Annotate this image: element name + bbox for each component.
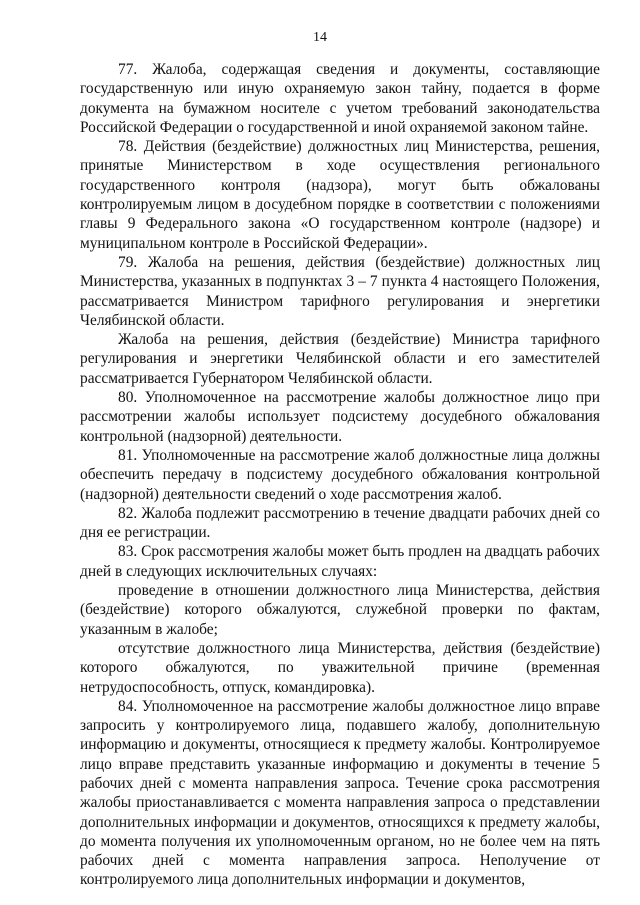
document-body [80,60,600,890]
paragraph-84: 84. Уполномоченное на рассмотрение жалобы должностное лицо вправе запросить у контролируемого лица, подавшего жалобу, дополнительную информацию и документы, относящиеся к предмету жалобы. Контролируемое лицо вправе представить указанные информацию и документы в течение 5 рабочих дней с момента направления запроса. Течение срока рассмотрения жалобы приостанавливается с момента направления запроса о представлении дополнительных информации и документов, относящихся к предмету жалобы, до момента получения их уполномоченным органом, но не более чем на пять рабочих дней с момента направления запроса. Неполучение от контролируемого лица дополнительных информации и документов, [80,697,600,889]
paragraph-83: 83. Срок рассмотрения жалобы может быть продлен на двадцать рабочих дней в следующих исключительных случаях: [80,543,600,580]
paragraph-82: 82. Жалоба подлежит рассмотрению в течение двадцати рабочих дней со дня ее регистрации. [80,504,600,542]
paragraph-79-continued: Жалоба на решения, действия (бездействие) Министра тарифного регулирования и энергетики Челябинской области и его заместителей рассматривается Губернатором Челябинской области. [80,331,600,387]
page-number: 14 [313,30,327,45]
paragraph-78: 78. Действия (бездействие) должностных лиц Министерства, решения, принятые Министерством в ходе осуществления регионального государственного контроля (надзора), могут быть обжалованы контролируемым лицом в досудебном порядке в соответствии с положениями главы 9 Федерального закона «О государственном контроле (надзоре) и муниципальном контроле в Российской Федерации». [80,138,600,252]
paragraph-80: 80. Уполномоченное на рассмотрение жалобы должностное лицо при рассмотрении жалобы использует подсистему досудебного обжалования контрольной (надзорной) деятельности. [80,389,600,445]
paragraph-77: 77. Жалоба, содержащая сведения и документы, составляющие государственную или иную охраняемую закон тайну, подается в форме документа на бумажном носителе с учетом требований законодательства Российской Федерации о государственной и иной охраняемой законом тайне. [80,61,600,136]
paragraph-83-case-1: проведение в отношении должностного лица Министерства, действия (бездействие) которого обжалуются, служебной проверки по фактам, указанным в жалобе; [80,582,600,638]
paragraph-81: 81. Уполномоченные на рассмотрение жалоб должностные лица должны обеспечить передачу в подсистему досудебного обжалования контрольной (надзорной) деятельности сведений о ходе рассмотрения жалоб. [80,446,600,503]
paragraph-83-case-2: отсутствие должностного лица Министерства, действия (бездействие) которого обжалуются, по уважительной причине (временная нетрудоспособность, отпуск, командировка). [80,639,600,696]
paragraph-79: 79. Жалоба на решения, действия (бездействие) должностных лиц Министерства, указанных в подпунктах 3 – 7 пункта 4 настоящего Положения, рассматривается Министром тарифного регулирования и энергетики Челябинской области. [80,253,600,329]
